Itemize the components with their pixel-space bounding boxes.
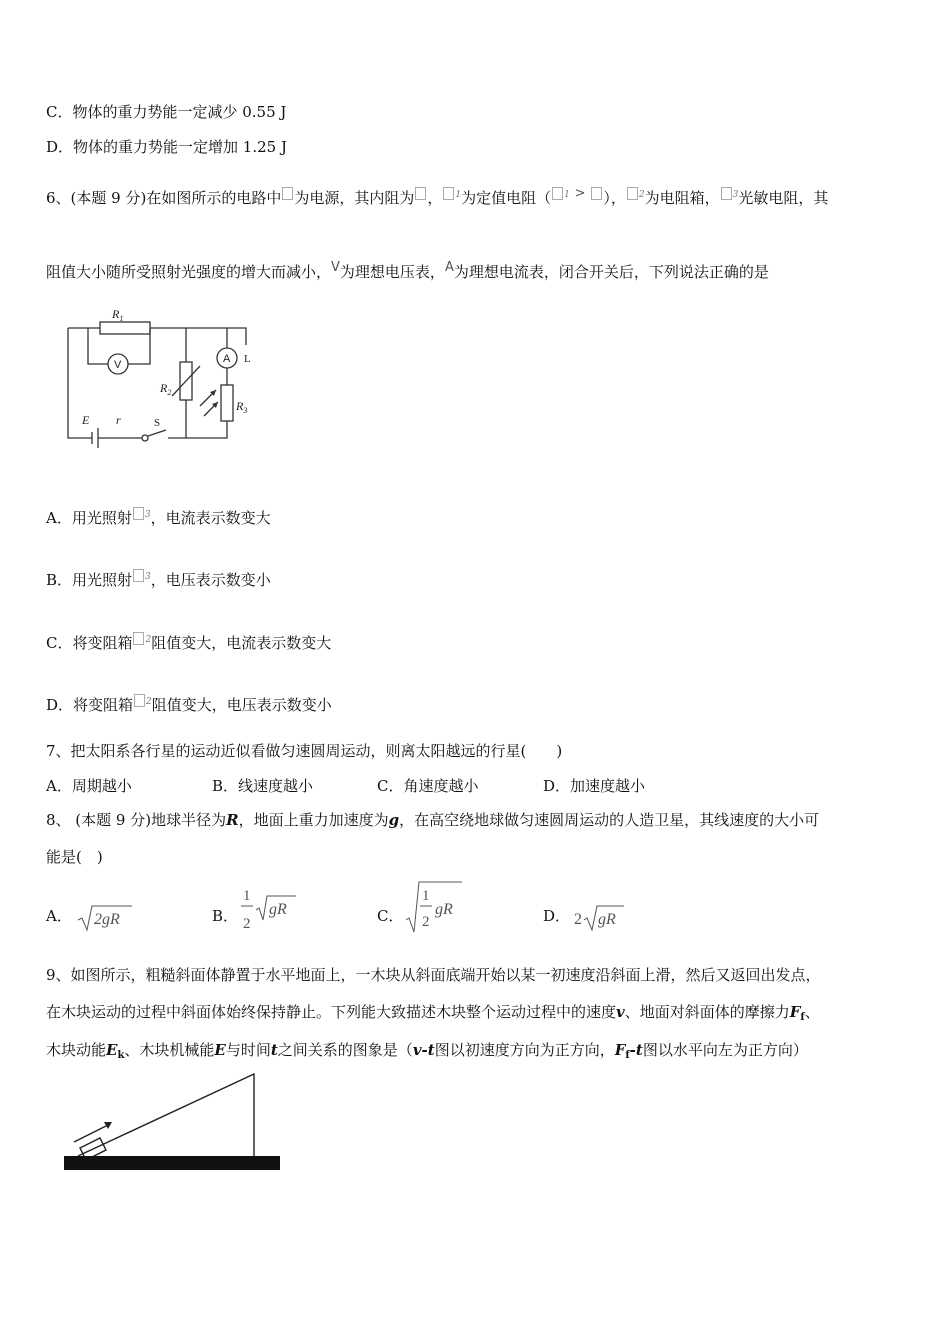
q6-option-b: B．用光照射 $^3$，电压表示数变小 [46, 571, 271, 589]
incline-diagram [60, 1066, 284, 1182]
svg-text:2: 2 [243, 916, 251, 932]
label-r1: $R_1$ [112, 307, 124, 323]
q5-option-d: D．物体的重力势能一定增加 1.25 J [46, 138, 287, 156]
q7-option-c: C．角速度越小 [377, 777, 479, 795]
velocity-arrow-icon [104, 1122, 112, 1129]
q8-option-b-label: B． [212, 907, 239, 925]
q9-stem-line3: 木块动能$E_k$、木块机械能E与时间t之间关系的图象是（v-t图以初速度方向为正方向，$F_f-t$图以水平向左为正方向） [46, 1041, 808, 1061]
label-s: S [154, 417, 161, 429]
svg-text:1: 1 [243, 888, 251, 904]
q8-option-d-label: D． [543, 907, 571, 925]
svg-text:2: 2 [574, 911, 582, 928]
placeholder-icon [133, 507, 144, 520]
label-r: r [116, 413, 121, 427]
q8-option-b-formula [238, 884, 308, 936]
q6-option-a: A．用光照射 $^3$，电流表示数变大 [46, 509, 271, 527]
label-r2: $R_2$ [160, 381, 172, 397]
q9-stem-line1: 9、如图所示，粗糙斜面体静置于水平地面上，一木块从斜面底端开始以某一初速度沿斜面上滑，然后又返回出发点， [46, 966, 821, 984]
placeholder-icon [443, 187, 454, 200]
placeholder-icon [552, 187, 563, 200]
q8-option-a-formula [74, 900, 134, 934]
placeholder-icon [627, 187, 638, 200]
q8-stem-line2: 能是( ) [46, 848, 103, 866]
q6-option-d: D．将变阻箱 $^2$阻值变大，电压表示数变小 [46, 696, 332, 714]
svg-text:1: 1 [422, 888, 430, 904]
q8-option-a-label: A． [46, 907, 72, 925]
label-e: E [82, 413, 90, 427]
q8-stem-line1: 8、 (本题 9 分)地球半径为R，地面上重力加速度为g，在高空绕地球做匀速圆周运动的人造卫星，其线速度的大小可 [46, 811, 820, 829]
ground [64, 1156, 280, 1170]
q7-option-b: B．线速度越小 [212, 777, 314, 795]
q8-option-d-formula [570, 900, 630, 934]
svg-text:2gR: 2gR [94, 911, 120, 928]
q5-option-c: C．物体的重力势能一定减少 0.55 J [46, 103, 287, 121]
label-a: A [223, 353, 231, 365]
placeholder-icon [415, 187, 426, 200]
svg-text:gR: gR [598, 911, 616, 928]
circuit-diagram [60, 300, 260, 450]
placeholder-icon [134, 694, 145, 707]
svg-text:2: 2 [422, 914, 430, 930]
placeholder-icon [282, 187, 293, 200]
q6-option-c: C．将变阻箱 $^2$阻值变大，电流表示数变大 [46, 634, 332, 652]
placeholder-icon [133, 569, 144, 582]
svg-text:gR: gR [269, 901, 287, 918]
q7-option-d: D．加速度越小 [543, 777, 646, 795]
label-r3: $R_3$ [236, 399, 248, 415]
q6-stem-line1: 6、(本题 9 分)在如图所示的电路中 为电源，其内阻为 ， $^1$为定值电阻（ $^1$ > ）， $^2$为电阻箱， $^3$光敏电阻，其 [46, 186, 829, 207]
svg-text:gR: gR [435, 901, 453, 918]
q7-stem: 7、把太阳系各行星的运动近似看做匀速圆周运动，则离太阳越远的行星( ) [46, 742, 563, 760]
q8-option-c-label: C． [377, 907, 404, 925]
label-v: V [114, 359, 122, 371]
placeholder-icon [721, 187, 732, 200]
q7-option-a: A．周期越小 [46, 777, 132, 795]
q9-stem-line2: 在木块运动的过程中斜面体始终保持静止。下列能大致描述木块整个运动过程中的速度v、地面对斜面体的摩擦力$F_f$、 [46, 1003, 820, 1023]
placeholder-icon [133, 632, 144, 645]
q6-stem-line2: 阻值大小随所受照射光强度的增大而减小，V为理想电压表，A为理想电流表，闭合开关后，下列说法正确的是 [46, 260, 769, 281]
q8-option-c-formula [404, 878, 470, 936]
label-l: L [244, 353, 251, 365]
placeholder-icon [591, 187, 602, 200]
